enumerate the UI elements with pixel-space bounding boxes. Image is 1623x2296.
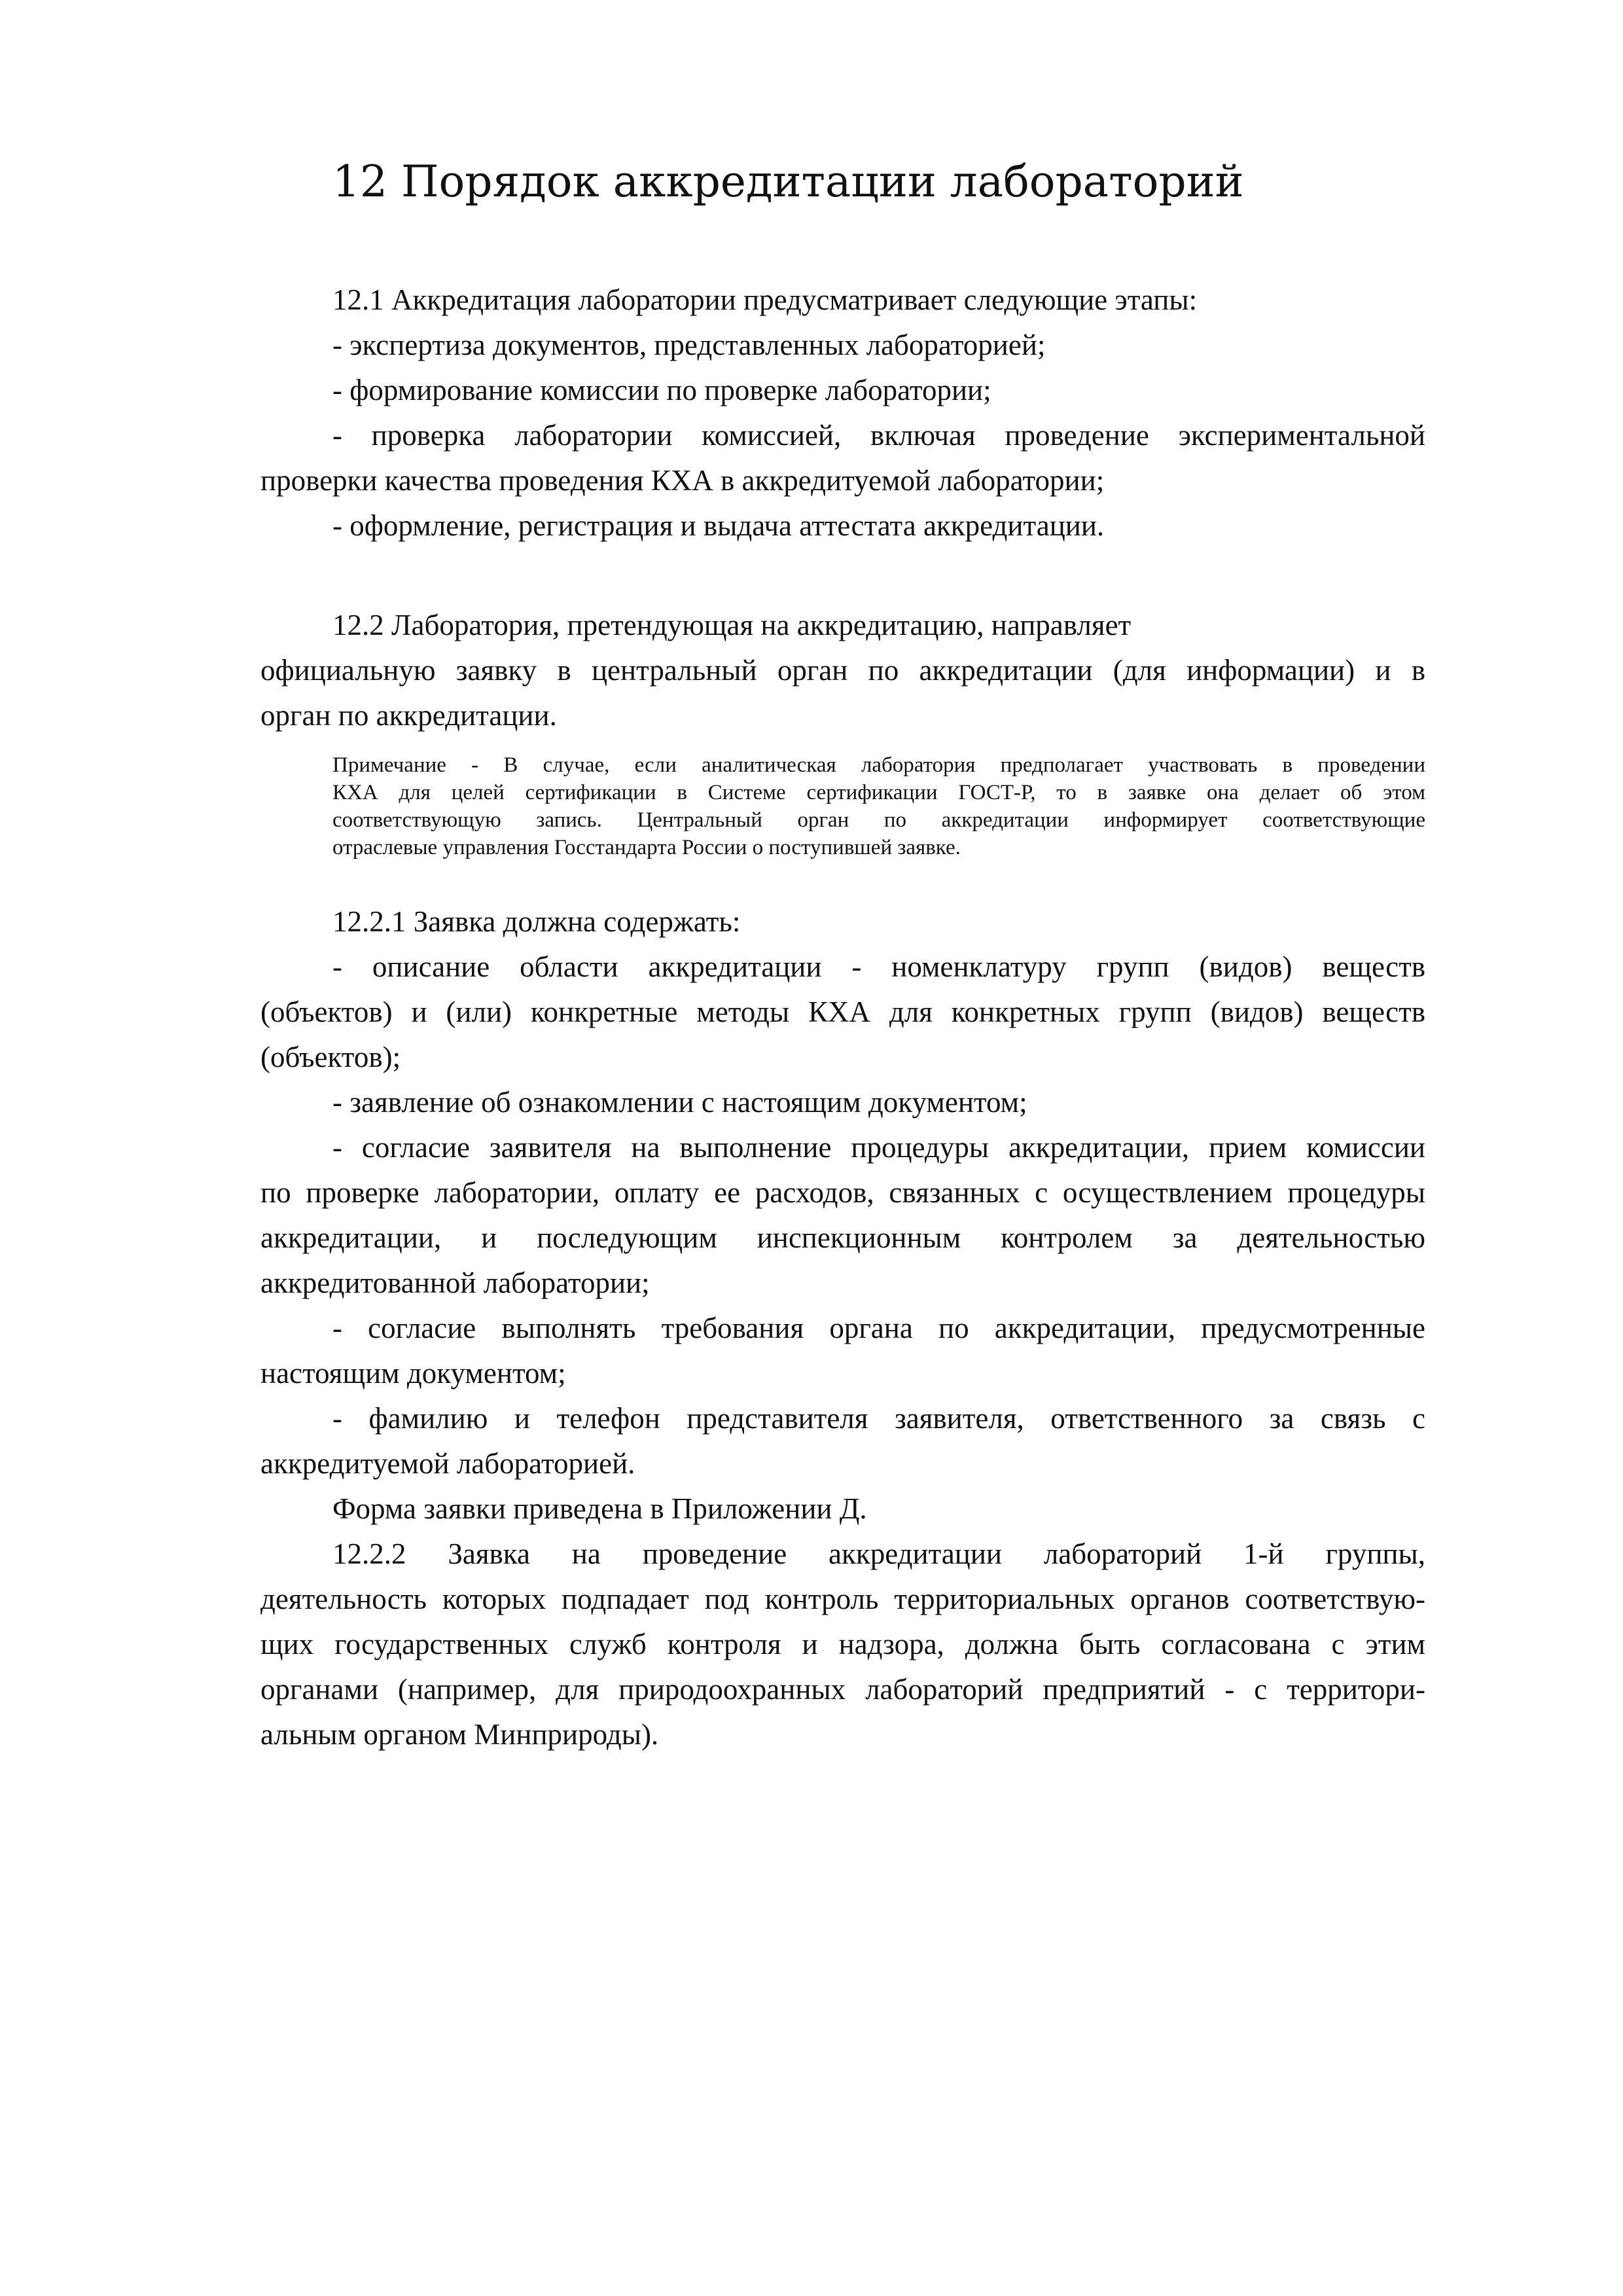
note-line: отраслевые управления Госстандарта России о поступившей заявке. bbox=[332, 836, 961, 859]
list-item: - экспертиза документов, представленных лабораторией; bbox=[332, 329, 1046, 361]
paragraph-line: (объектов) и (или) конкретные методы КХА для конкретных групп (видов) веществ bbox=[260, 996, 1425, 1028]
paragraph-line: органами (например, для природоохранных лабораторий предприятий - с территори- bbox=[260, 1673, 1425, 1706]
paragraph-line: настоящим документом; bbox=[260, 1357, 566, 1390]
list-item: - оформление, регистрация и выдача аттестата аккредитации. bbox=[332, 509, 1105, 542]
paragraph-line: проверки качества проведения КХА в аккредитуемой лаборатории; bbox=[260, 464, 1105, 497]
note-line: Примечание - В случае, если аналитическая лаборатория предполагает участвовать в проведении bbox=[332, 753, 1425, 777]
paragraph-line: альным органом Минприроды). bbox=[260, 1718, 659, 1751]
paragraph-line: 12.2.2 Заявка на проведение аккредитации лабораторий 1-й группы, bbox=[332, 1537, 1425, 1570]
paragraph-line: щих государственных служб контроля и надзора, должна быть согласована с этим bbox=[260, 1628, 1425, 1660]
paragraph-line: аккредитованной лаборатории; bbox=[260, 1266, 650, 1299]
paragraph-line: официальную заявку в центральный орган по аккредитации (для информации) и в bbox=[260, 654, 1425, 687]
paragraph-line: деятельность которых подпадает под контроль территориальных органов соответствую- bbox=[260, 1583, 1425, 1615]
note-line: КХА для целей сертификации в Системе сертификации ГОСТ-Р, то в заявке она делает об этом bbox=[332, 781, 1425, 804]
paragraph-line: 12.2 Лаборатория, претендующая на аккредитацию, направляет bbox=[332, 609, 1132, 641]
paragraph-line: (объектов); bbox=[260, 1041, 401, 1073]
paragraph-line: по проверке лаборатории, оплату ее расходов, связанных с осуществлением процедуры bbox=[260, 1176, 1425, 1209]
list-item: - описание области аккредитации - номенклатуру групп (видов) веществ bbox=[332, 950, 1425, 983]
paragraph-line: 12.2.1 Заявка должна содержать: bbox=[332, 905, 741, 938]
section-title: 12 Порядок аккредитации лабораторий bbox=[332, 156, 1244, 207]
paragraph-line: 12.1 Аккредитация лаборатории предусматривает следующие этапы: bbox=[332, 283, 1198, 316]
list-item: - заявление об ознакомлении с настоящим документом; bbox=[332, 1086, 1027, 1119]
paragraph-line: аккредитуемой лабораторией. bbox=[260, 1447, 635, 1480]
note-line: соответствующую запись. Центральный орган по аккредитации информирует соответствующие bbox=[332, 808, 1425, 832]
list-item: - проверка лаборатории комиссией, включая проведение экспериментальной bbox=[332, 419, 1425, 452]
list-item: - согласие выполнять требования органа по аккредитации, предусмотренные bbox=[332, 1312, 1425, 1344]
list-item: - согласие заявителя на выполнение процедуры аккредитации, прием комиссии bbox=[332, 1131, 1425, 1164]
list-item: - формирование комиссии по проверке лаборатории; bbox=[332, 374, 991, 406]
paragraph-line: аккредитации, и последующим инспекционным контролем за деятельностью bbox=[260, 1221, 1425, 1254]
list-item: - фамилию и телефон представителя заявителя, ответственного за связь с bbox=[332, 1402, 1425, 1435]
paragraph-line: орган по аккредитации. bbox=[260, 699, 557, 732]
paragraph-line: Форма заявки приведена в Приложении Д. bbox=[332, 1492, 867, 1525]
